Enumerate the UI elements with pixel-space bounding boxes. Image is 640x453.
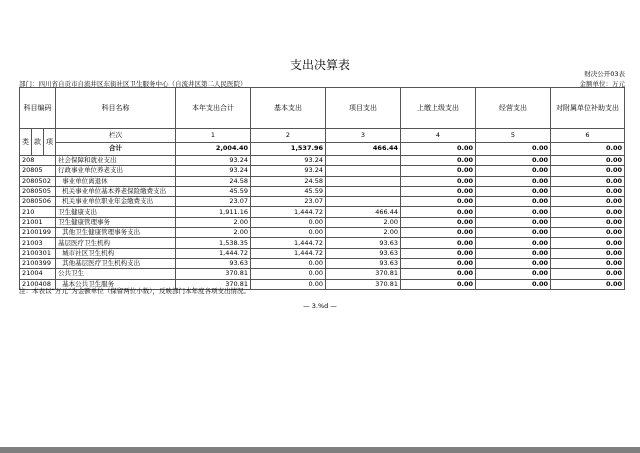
table-row bbox=[20, 207, 625, 217]
row-v5: 0.00 bbox=[476, 197, 551, 207]
row-v2: 45.59 bbox=[251, 186, 326, 196]
row-v6: 0.00 bbox=[551, 166, 625, 176]
table-title: 支出决算表 bbox=[289, 58, 350, 72]
row-v4: 0.00 bbox=[401, 186, 476, 196]
seq-6: 6 bbox=[551, 129, 625, 143]
row-v2: 0.00 bbox=[251, 269, 326, 279]
row-v6: 0.00 bbox=[551, 258, 625, 268]
row-v2: 93.24 bbox=[251, 156, 326, 166]
row-v6: 0.00 bbox=[551, 228, 625, 238]
header-xiang: 项 bbox=[44, 129, 56, 156]
unit-label: 金额单位：万元 bbox=[579, 80, 625, 88]
row-v3: 93.63 bbox=[326, 238, 401, 248]
header-kuan: 款 bbox=[32, 129, 44, 156]
row-v3 bbox=[326, 176, 401, 186]
row-code: 20805 bbox=[20, 166, 56, 176]
row-v2: 93.24 bbox=[251, 166, 326, 176]
row-v6: 0.00 bbox=[551, 176, 625, 186]
row-name: 机关事业单位职业年金缴费支出 bbox=[56, 197, 176, 207]
row-v2: 23.07 bbox=[251, 197, 326, 207]
row-v4: 0.00 bbox=[401, 166, 476, 176]
row-v1: 1,911.16 bbox=[176, 207, 251, 217]
row-v3: 93.63 bbox=[326, 248, 401, 258]
header-project: 项目支出 bbox=[326, 88, 401, 129]
row-code: 2080506 bbox=[20, 197, 56, 207]
row-v3: 93.63 bbox=[326, 258, 401, 268]
row-v4: 0.00 bbox=[401, 238, 476, 248]
row-v1: 45.59 bbox=[176, 186, 251, 196]
row-v3: 466.44 bbox=[326, 207, 401, 217]
header-lei: 类 bbox=[20, 129, 32, 156]
row-code: 2100408 bbox=[20, 279, 56, 289]
row-v5: 0.00 bbox=[476, 269, 551, 279]
row-v5: 0.00 bbox=[476, 207, 551, 217]
row-code: 208 bbox=[20, 156, 56, 166]
header-total: 本年支出合计 bbox=[176, 88, 251, 129]
row-v3 bbox=[326, 166, 401, 176]
sequence-row bbox=[20, 129, 625, 143]
row-v1: 93.24 bbox=[176, 156, 251, 166]
total-v1: 2,004.40 bbox=[176, 142, 251, 156]
row-v1: 370.81 bbox=[176, 269, 251, 279]
row-v5: 0.00 bbox=[476, 156, 551, 166]
row-v1: 24.58 bbox=[176, 176, 251, 186]
header-row bbox=[20, 88, 625, 129]
row-v3: 2.00 bbox=[326, 217, 401, 227]
row-v6: 0.00 bbox=[551, 197, 625, 207]
row-v4: 0.00 bbox=[401, 248, 476, 258]
row-v4: 0.00 bbox=[401, 228, 476, 238]
total-row bbox=[20, 142, 625, 156]
row-v3: 370.81 bbox=[326, 269, 401, 279]
row-v4: 0.00 bbox=[401, 207, 476, 217]
row-v4: 0.00 bbox=[401, 156, 476, 166]
header-basic: 基本支出 bbox=[251, 88, 326, 129]
row-v5: 0.00 bbox=[476, 248, 551, 258]
row-v6: 0.00 bbox=[551, 207, 625, 217]
row-code: 2080502 bbox=[20, 176, 56, 186]
row-name: 机关事业单位基本养老保险缴费支出 bbox=[56, 186, 176, 196]
table-row bbox=[20, 156, 625, 166]
header-subsidy: 对附属单位补助支出 bbox=[551, 88, 625, 129]
row-v3 bbox=[326, 197, 401, 207]
table-row bbox=[20, 248, 625, 258]
row-v2: 1,444.72 bbox=[251, 248, 326, 258]
table-row bbox=[20, 269, 625, 279]
row-name: 行政事业单位养老支出 bbox=[56, 166, 176, 176]
total-v2: 1,537.96 bbox=[251, 142, 326, 156]
row-v1: 93.24 bbox=[176, 166, 251, 176]
row-code: 2100199 bbox=[20, 228, 56, 238]
row-code: 2080505 bbox=[20, 186, 56, 196]
header-operate: 经营支出 bbox=[476, 88, 551, 129]
row-name: 卫生健康管理事务 bbox=[56, 217, 176, 227]
row-code: 2100301 bbox=[20, 248, 56, 258]
seq-3: 3 bbox=[326, 129, 401, 143]
row-v5: 0.00 bbox=[476, 186, 551, 196]
row-v1: 93.63 bbox=[176, 258, 251, 268]
row-name: 公共卫生 bbox=[56, 269, 176, 279]
row-v1: 1,538.35 bbox=[176, 238, 251, 248]
row-v5: 0.00 bbox=[476, 176, 551, 186]
row-v2: 0.00 bbox=[251, 228, 326, 238]
table-row bbox=[20, 228, 625, 238]
row-v1: 370.81 bbox=[176, 279, 251, 289]
row-v4: 0.00 bbox=[401, 217, 476, 227]
total-v6: 0.00 bbox=[551, 142, 625, 156]
row-v2: 1,444.72 bbox=[251, 207, 326, 217]
row-code: 210 bbox=[20, 207, 56, 217]
row-v4: 0.00 bbox=[401, 279, 476, 289]
total-v5: 0.00 bbox=[476, 142, 551, 156]
row-v3: 2.00 bbox=[326, 228, 401, 238]
row-v5: 0.00 bbox=[476, 279, 551, 289]
seq-2: 2 bbox=[251, 129, 326, 143]
total-v4: 0.00 bbox=[401, 142, 476, 156]
row-v2: 0.00 bbox=[251, 217, 326, 227]
table-row bbox=[20, 166, 625, 176]
table-row bbox=[20, 197, 625, 207]
row-name: 其他卫生健康管理事务支出 bbox=[56, 228, 176, 238]
row-name: 卫生健康支出 bbox=[56, 207, 176, 217]
row-v2: 0.00 bbox=[251, 279, 326, 289]
department-label: 部门：四川省自贡市自流井区东街社区卫生服务中心（自流井区第二人民医院） bbox=[19, 80, 247, 88]
header-name: 科目名称 bbox=[56, 88, 176, 129]
row-v6: 0.00 bbox=[551, 186, 625, 196]
row-name: 城市社区卫生机构 bbox=[56, 248, 176, 258]
total-label: 合计 bbox=[56, 142, 176, 156]
seq-1: 1 bbox=[176, 129, 251, 143]
row-v5: 0.00 bbox=[476, 166, 551, 176]
row-code: 21004 bbox=[20, 269, 56, 279]
seq-4: 4 bbox=[401, 129, 476, 143]
row-v6: 0.00 bbox=[551, 279, 625, 289]
row-v2: 0.00 bbox=[251, 258, 326, 268]
header-upper: 上缴上级支出 bbox=[401, 88, 476, 129]
row-name: 社会保障和就业支出 bbox=[56, 156, 176, 166]
seq-label: 栏次 bbox=[56, 129, 176, 143]
row-v1: 2.00 bbox=[176, 228, 251, 238]
row-v4: 0.00 bbox=[401, 269, 476, 279]
table-row bbox=[20, 186, 625, 196]
header-code: 科目编码 bbox=[20, 88, 56, 129]
row-v2: 24.58 bbox=[251, 176, 326, 186]
row-code: 2100399 bbox=[20, 258, 56, 268]
row-code: 21003 bbox=[20, 238, 56, 248]
row-v5: 0.00 bbox=[476, 217, 551, 227]
row-v2: 1,444.72 bbox=[251, 238, 326, 248]
row-v6: 0.00 bbox=[551, 156, 625, 166]
row-v1: 2.00 bbox=[176, 217, 251, 227]
total-v3: 466.44 bbox=[326, 142, 401, 156]
row-v6: 0.00 bbox=[551, 217, 625, 227]
table-row bbox=[20, 258, 625, 268]
row-v1: 1,444.72 bbox=[176, 248, 251, 258]
form-number: 财决公开03表 bbox=[584, 70, 625, 78]
footnote: 注：本表以“万元”为金额单位（保留两位小数），反映部门本年度各项支出情况。 bbox=[19, 287, 250, 295]
row-name: 其他基层医疗卫生机构支出 bbox=[56, 258, 176, 268]
table-row bbox=[20, 176, 625, 186]
row-name: 事业单位离退休 bbox=[56, 176, 176, 186]
row-v4: 0.00 bbox=[401, 258, 476, 268]
row-name: 基本公共卫生服务 bbox=[56, 279, 176, 289]
row-v6: 0.00 bbox=[551, 238, 625, 248]
row-v6: 0.00 bbox=[551, 248, 625, 258]
table-row bbox=[20, 238, 625, 248]
row-v3 bbox=[326, 156, 401, 166]
row-v4: 0.00 bbox=[401, 197, 476, 207]
table-row bbox=[20, 217, 625, 227]
row-v3 bbox=[326, 186, 401, 196]
row-v5: 0.00 bbox=[476, 238, 551, 248]
row-v6: 0.00 bbox=[551, 269, 625, 279]
row-v4: 0.00 bbox=[401, 176, 476, 186]
row-v5: 0.00 bbox=[476, 228, 551, 238]
row-code: 21001 bbox=[20, 217, 56, 227]
row-v3: 370.81 bbox=[326, 279, 401, 289]
row-v5: 0.00 bbox=[476, 258, 551, 268]
page-number: — 3.%d — bbox=[303, 302, 337, 310]
row-v1: 23.07 bbox=[176, 197, 251, 207]
seq-5: 5 bbox=[476, 129, 551, 143]
expenditure-table bbox=[19, 87, 625, 290]
row-name: 基层医疗卫生机构 bbox=[56, 238, 176, 248]
